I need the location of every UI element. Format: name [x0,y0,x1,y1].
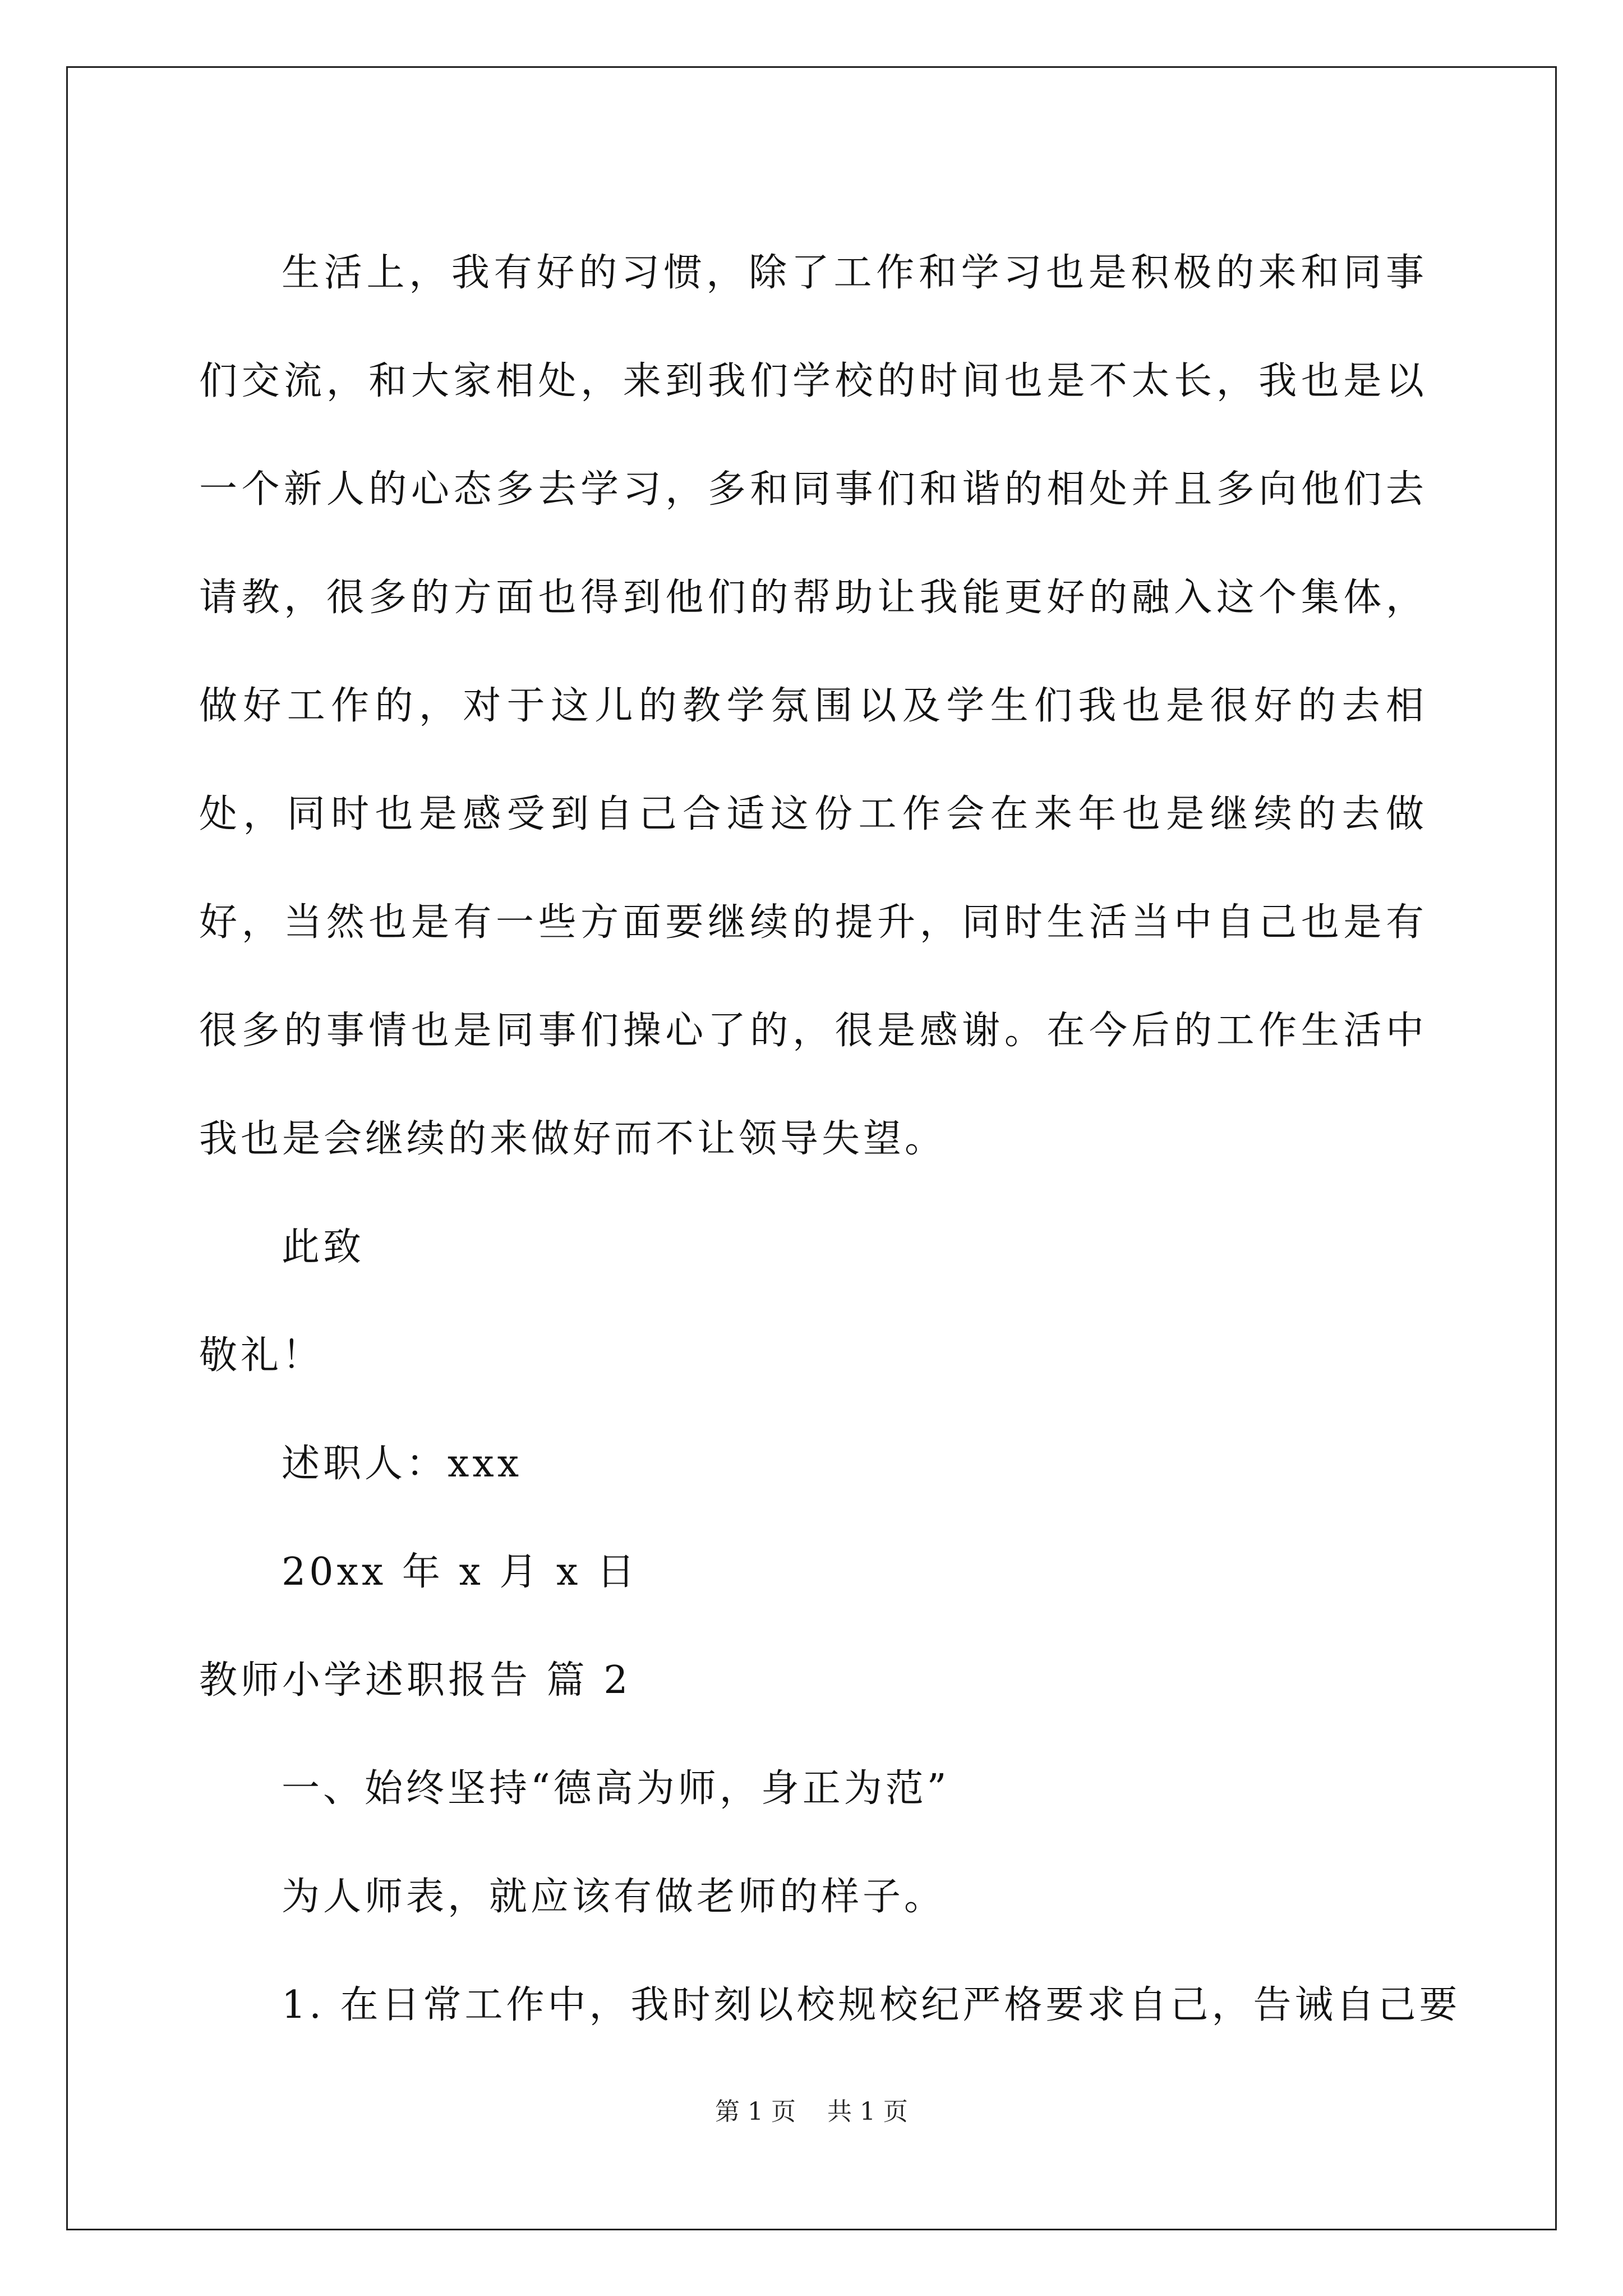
signer-line: 述职人：xxx [282,1442,523,1486]
closing-salutation: 此致 [282,1225,365,1269]
page-number-footer: 第 1 页 共 1 页 [715,2097,908,2126]
section-title: 教师小学述职报告 篇 2 [199,1658,631,1703]
numbered-item: 1. 在日常工作中，我时刻以校规校纪严格要求自己，告诫自己要 [282,1983,1461,2027]
closing-regards: 敬礼！ [199,1333,324,1378]
date-line: 20xx 年 x 月 x 日 [282,1550,639,1594]
paragraph-life: 生活上，我有好的习惯，除了工作和学习也是积极的来和同事们交流，和大家相处，来到我们学校的时间也是不太长，我也是以一个新人的心态多去学习，多和同事们和谐的相处并且多向他们去请教，很多的方面也得到他们的帮助让我能更好的融入这个集体，做好工作的，对于这儿的教学氛围以及学生们我也是很好的去相处，同时也是感受到自己合适这份工作会在来年也是继续的去做好，当然也是有一些方面要继续的提升，同时生活当中自己也是有很多的事情也是同事们操心了的，很是感谢。在今后的工作生活中我也是会继续的来做好而不让领导失望。 [199,251,1427,1161]
section-heading: 一、始终坚持“德高为师，身正为范” [282,1766,950,1811]
document-body [199,219,1461,2059]
body-line: 为人师表，就应该有做老师的样子。 [282,1875,946,1919]
